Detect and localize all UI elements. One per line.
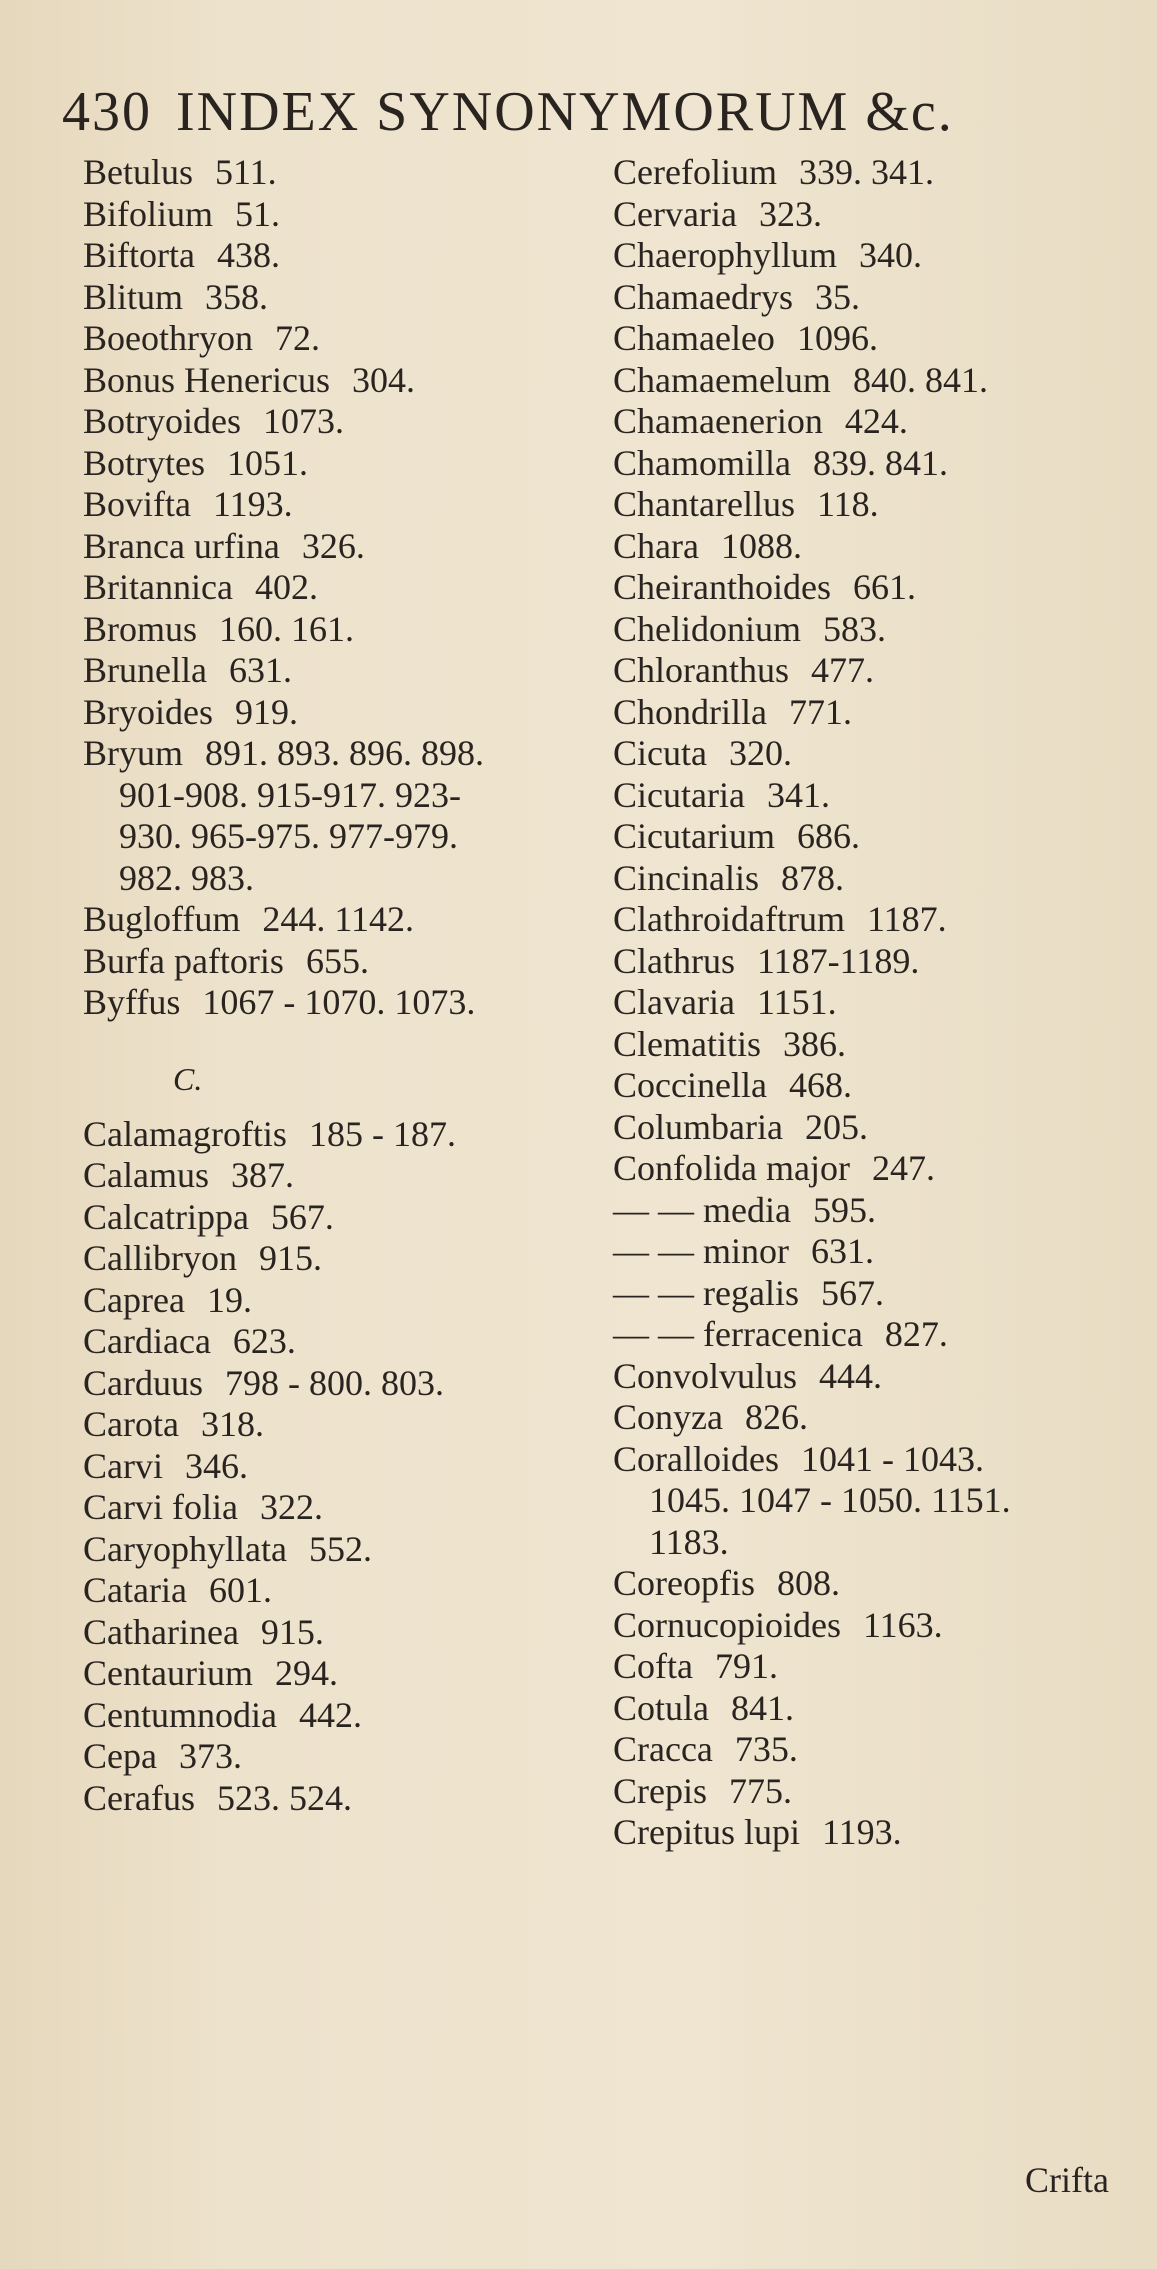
- index-entry: [83, 1363, 583, 1405]
- index-entry: [83, 1695, 583, 1737]
- index-entry: [613, 982, 1133, 1024]
- entry-term: Carota: [83, 1404, 179, 1444]
- entry-page-refs: 442.: [298, 1694, 362, 1735]
- entry-term: Conyza: [613, 1397, 723, 1437]
- entry-page-refs: 19.: [206, 1279, 252, 1320]
- entry-page-refs: 1096.: [796, 318, 878, 358]
- entry-term: Cerafus: [83, 1777, 195, 1818]
- index-entry: [83, 1529, 583, 1571]
- index-entry: [613, 1605, 1133, 1647]
- entry-page-refs: 247.: [871, 1148, 935, 1188]
- entry-page-refs: 326.: [301, 525, 365, 566]
- entry-page-refs: 244. 1142.: [262, 899, 415, 939]
- entry-term: Crepis: [613, 1770, 707, 1811]
- index-entry: [83, 277, 583, 319]
- entry-term: Botryoides: [83, 401, 241, 441]
- index-entry: [613, 1231, 1133, 1273]
- index-entry: [83, 1114, 583, 1156]
- entry-page-refs: 35.: [814, 276, 860, 317]
- entry-page-refs: 841.: [731, 1687, 794, 1728]
- index-entry: [613, 194, 1133, 236]
- page-number: 430: [62, 81, 152, 143]
- index-entry: [83, 982, 583, 1024]
- entry-term: Boeothryon: [83, 318, 253, 358]
- index-entry-continuation: [83, 775, 583, 817]
- entry-term: Coccinella: [613, 1065, 767, 1105]
- left-column: [83, 152, 583, 1819]
- entry-term: Cicutarium: [613, 816, 775, 856]
- entry-term: Cataria: [83, 1570, 187, 1610]
- entry-term: Biftorta: [83, 235, 195, 275]
- entry-term: Convolvulus: [613, 1355, 798, 1396]
- entry-page-refs: 402.: [254, 567, 318, 607]
- section-letter: C.: [173, 1060, 203, 1097]
- entry-page-refs: 1163.: [862, 1604, 943, 1645]
- entry-term: Cicutaria: [613, 774, 745, 815]
- entry-term: Coreopfis: [613, 1563, 755, 1603]
- index-entry: [613, 360, 1133, 402]
- entry-term: Chloranthus: [613, 650, 789, 690]
- page-header: [62, 72, 1112, 152]
- index-entry: [613, 1397, 1133, 1439]
- entry-page-refs: 1183.: [649, 1521, 729, 1562]
- entry-page-refs: 1045. 1047 - 1050. 1151.: [649, 1480, 1011, 1520]
- entry-page-refs: 358.: [205, 276, 269, 317]
- index-entry: [83, 152, 583, 194]
- index-entry: [83, 899, 583, 941]
- index-entry: [83, 1487, 583, 1529]
- entry-term: Cervaria: [613, 193, 737, 234]
- entry-term: Carvi: [83, 1445, 163, 1486]
- entry-term: Cofta: [613, 1646, 693, 1686]
- entry-term: Bryum: [83, 733, 184, 773]
- entry-page-refs: 878.: [781, 857, 844, 898]
- index-entry: [613, 277, 1133, 319]
- entry-page-refs: 51.: [235, 193, 281, 234]
- entry-page-refs: 1041 - 1043.: [800, 1438, 984, 1479]
- index-entry: [83, 1778, 583, 1820]
- index-entry: [83, 1280, 583, 1322]
- entry-term: Brunella: [83, 650, 207, 690]
- entry-page-refs: 771.: [788, 691, 852, 732]
- entry-term: Crepitus lupi: [613, 1812, 800, 1852]
- index-entry: [83, 650, 583, 692]
- index-entry: [83, 1238, 583, 1280]
- index-entry: [613, 899, 1133, 941]
- entry-page-refs: 373.: [178, 1736, 242, 1776]
- index-entry: [83, 443, 583, 485]
- entry-term: Cracca: [613, 1729, 713, 1769]
- index-entry: [613, 1812, 1133, 1854]
- entry-term: Chamaeleo: [613, 318, 775, 358]
- entry-term: Cotula: [613, 1687, 709, 1728]
- index-entry: [83, 360, 583, 402]
- entry-page-refs: 655.: [305, 940, 369, 981]
- index-entry: [613, 1356, 1133, 1398]
- entry-page-refs: 919.: [235, 691, 298, 732]
- entry-term: Cepa: [83, 1736, 157, 1776]
- entry-page-refs: 631.: [811, 1231, 874, 1271]
- index-entry: [613, 816, 1133, 858]
- index-entry-continuation: [613, 1480, 1133, 1522]
- entry-term: Bryoides: [83, 691, 213, 732]
- entry-term: Chantarellus: [613, 484, 795, 524]
- entry-term: Centumnodia: [83, 1694, 277, 1735]
- entry-page-refs: 798 - 800. 803.: [225, 1362, 444, 1403]
- index-entry: [83, 318, 583, 360]
- index-entry: [613, 1273, 1133, 1315]
- entry-page-refs: 1151.: [756, 982, 837, 1022]
- entry-page-refs: 891. 893. 896. 898.: [205, 733, 485, 773]
- entry-term: Carvi folia: [83, 1487, 238, 1527]
- entry-term: Bovifta: [83, 484, 191, 524]
- index-entry: [613, 692, 1133, 734]
- index-entry: [83, 1736, 583, 1778]
- index-entry: [83, 484, 583, 526]
- index-entry: [613, 858, 1133, 900]
- entry-term: Chamaemelum: [613, 359, 831, 400]
- entry-page-refs: 827.: [884, 1314, 948, 1354]
- entry-page-refs: 444.: [819, 1355, 883, 1396]
- entry-page-refs: 339. 341.: [798, 152, 934, 192]
- entry-term: Catharinea: [83, 1611, 239, 1652]
- entry-page-refs: 839. 841.: [812, 442, 948, 483]
- entry-term: Chamaenerion: [613, 401, 823, 441]
- index-entry: [613, 567, 1133, 609]
- page-title: INDEX SYNONYMORUM &c.: [176, 81, 954, 143]
- entry-page-refs: 511.: [215, 152, 277, 192]
- entry-page-refs: 686.: [796, 816, 860, 856]
- entry-page-refs: 387.: [230, 1155, 294, 1195]
- entry-term: Caprea: [83, 1279, 185, 1320]
- index-entry: [613, 1646, 1133, 1688]
- index-entry: [83, 235, 583, 277]
- index-entry: [613, 318, 1133, 360]
- entry-term: Cheiranthoides: [613, 567, 831, 607]
- entry-term: — — minor: [613, 1231, 789, 1271]
- entry-term: Coralloides: [613, 1438, 779, 1479]
- index-entry-continuation: [83, 816, 583, 858]
- index-entry: [613, 235, 1133, 277]
- entry-page-refs: 323.: [758, 193, 822, 234]
- entry-term: Chelidonium: [613, 608, 801, 649]
- index-entry: [613, 443, 1133, 485]
- entry-term: — — ferracenica: [613, 1314, 863, 1354]
- entry-page-refs: 1051.: [227, 442, 308, 483]
- index-entry: [83, 567, 583, 609]
- entry-page-refs: 1067 - 1070. 1073.: [202, 982, 476, 1022]
- entry-page-refs: 583.: [823, 608, 886, 649]
- entry-term: Confolida major: [613, 1148, 850, 1188]
- entry-term: Clavaria: [613, 982, 735, 1022]
- entry-term: Centaurium: [83, 1653, 253, 1693]
- entry-page-refs: 595.: [812, 1189, 876, 1230]
- entry-page-refs: 1187.: [866, 899, 947, 939]
- index-entry: [83, 1653, 583, 1695]
- entry-term: Branca urfina: [83, 525, 280, 566]
- entry-term: Chara: [613, 525, 699, 566]
- index-entry: [613, 1107, 1133, 1149]
- entry-page-refs: 826.: [744, 1397, 808, 1437]
- entry-page-refs: 320.: [728, 733, 792, 773]
- entry-term: Britannica: [83, 567, 233, 607]
- entry-page-refs: 477.: [811, 650, 874, 690]
- index-entry: [613, 775, 1133, 817]
- index-entry: [83, 1197, 583, 1239]
- entry-term: Cincinalis: [613, 857, 759, 898]
- index-entry: [613, 401, 1133, 443]
- entry-term: Bifolium: [83, 193, 214, 234]
- index-entry: [613, 1024, 1133, 1066]
- entry-page-refs: 808.: [776, 1563, 840, 1603]
- entry-term: Callibryon: [83, 1238, 237, 1278]
- entry-page-refs: 72.: [274, 318, 320, 358]
- entry-page-refs: 601.: [208, 1570, 272, 1610]
- entry-page-refs: 523. 524.: [216, 1777, 352, 1818]
- index-entry: [613, 1688, 1133, 1730]
- entry-page-refs: 340.: [858, 235, 922, 275]
- index-entry: [83, 692, 583, 734]
- index-entry: [613, 152, 1133, 194]
- index-entry: [613, 1314, 1133, 1356]
- entry-page-refs: 552.: [308, 1528, 372, 1569]
- entry-page-refs: 930. 965-975. 977-979.: [119, 816, 458, 856]
- entry-term: Chamaedrys: [613, 276, 793, 317]
- index-entry: [613, 526, 1133, 568]
- entry-page-refs: 623.: [232, 1321, 296, 1361]
- entry-page-refs: 735.: [734, 1729, 798, 1769]
- index-entry: [613, 941, 1133, 983]
- index-entry-continuation: [613, 1522, 1133, 1564]
- entry-page-refs: 346.: [184, 1445, 248, 1486]
- entry-term: Betulus: [83, 152, 194, 192]
- entry-page-refs: 775.: [729, 1770, 792, 1811]
- entry-term: Chamomilla: [613, 442, 791, 483]
- index-entry: [613, 609, 1133, 651]
- entry-page-refs: 160. 161.: [219, 608, 355, 649]
- entry-term: Columbaria: [613, 1106, 783, 1147]
- catchword: Crifta: [1025, 2160, 1109, 2200]
- entry-page-refs: 304.: [351, 359, 415, 400]
- entry-term: Chondrilla: [613, 691, 767, 732]
- entry-page-refs: 791.: [714, 1646, 778, 1686]
- index-entry: [83, 1612, 583, 1654]
- entry-term: Blitum: [83, 276, 184, 317]
- entry-page-refs: 1193.: [212, 484, 293, 524]
- index-entry-continuation: [83, 858, 583, 900]
- index-entry: [83, 1404, 583, 1446]
- entry-page-refs: 661.: [852, 567, 916, 607]
- entry-term: Calamus: [83, 1155, 209, 1195]
- index-entry: [83, 401, 583, 443]
- index-entry: [83, 941, 583, 983]
- entry-term: Cornucopioides: [613, 1604, 841, 1645]
- entry-term: Bonus Henericus: [83, 359, 330, 400]
- index-entry: [83, 1155, 583, 1197]
- entry-term: Clathrus: [613, 940, 735, 981]
- entry-page-refs: 567.: [820, 1272, 884, 1313]
- entry-term: Calcatrippa: [83, 1196, 249, 1237]
- entry-term: Bugloffum: [83, 899, 241, 939]
- entry-term: Botrytes: [83, 442, 205, 483]
- entry-page-refs: 318.: [200, 1404, 264, 1444]
- entry-term: Clathroidaftrum: [613, 899, 845, 939]
- entry-page-refs: 341.: [766, 774, 830, 815]
- entry-page-refs: 205.: [804, 1106, 868, 1147]
- entry-page-refs: 468.: [788, 1065, 852, 1105]
- index-entry: [613, 1190, 1133, 1232]
- index-entry: [613, 1439, 1133, 1481]
- entry-page-refs: 1088.: [720, 525, 802, 566]
- entry-term: Caryophyllata: [83, 1528, 287, 1569]
- entry-term: — — media: [613, 1189, 791, 1230]
- entry-term: Cardiaca: [83, 1321, 211, 1361]
- entry-page-refs: 901-908. 915-917. 923-: [119, 774, 461, 815]
- entry-page-refs: 1073.: [263, 401, 344, 441]
- entry-term: Chaerophyllum: [613, 235, 837, 275]
- entry-page-refs: 631.: [228, 650, 292, 690]
- entry-page-refs: 294.: [274, 1653, 338, 1693]
- entry-term: Cicuta: [613, 733, 707, 773]
- entry-term: Calamagroftis: [83, 1113, 287, 1154]
- entry-page-refs: 840. 841.: [852, 359, 988, 400]
- entry-page-refs: 185 - 187.: [308, 1113, 456, 1154]
- entry-page-refs: 567.: [270, 1196, 334, 1237]
- index-entry: [613, 1771, 1133, 1813]
- index-entry: [83, 1570, 583, 1612]
- index-entry: [83, 733, 583, 775]
- entry-term: Burfa paftoris: [83, 940, 284, 981]
- index-entry: [83, 194, 583, 236]
- entry-page-refs: 438.: [216, 235, 280, 275]
- entry-page-refs: 982. 983.: [119, 857, 254, 898]
- index-entry: [613, 1065, 1133, 1107]
- index-entry: [83, 1446, 583, 1488]
- entry-page-refs: 386.: [783, 1023, 846, 1064]
- index-entry: [613, 484, 1133, 526]
- index-entry: [613, 733, 1133, 775]
- entry-term: Byffus: [83, 982, 181, 1022]
- entry-page-refs: 118.: [816, 484, 879, 524]
- entry-term: Cerefolium: [613, 152, 777, 192]
- entry-page-refs: 1187-1189.: [757, 940, 920, 981]
- index-entry: [613, 1729, 1133, 1771]
- entry-term: Bromus: [83, 608, 198, 649]
- entry-page-refs: 322.: [259, 1487, 323, 1527]
- index-entry: [83, 609, 583, 651]
- entry-page-refs: 915.: [258, 1238, 322, 1278]
- entry-term: — — regalis: [613, 1272, 799, 1313]
- index-entry: [613, 1148, 1133, 1190]
- index-entry: [613, 1563, 1133, 1605]
- entry-term: Clematitis: [613, 1023, 761, 1064]
- entry-page-refs: 424.: [844, 401, 908, 441]
- entry-page-refs: 915.: [260, 1611, 324, 1652]
- index-entry: [613, 650, 1133, 692]
- entry-term: Carduus: [83, 1362, 203, 1403]
- index-entry: [83, 526, 583, 568]
- index-entry: [83, 1321, 583, 1363]
- entry-page-refs: 1193.: [822, 1812, 902, 1852]
- right-column: [613, 152, 1133, 1854]
